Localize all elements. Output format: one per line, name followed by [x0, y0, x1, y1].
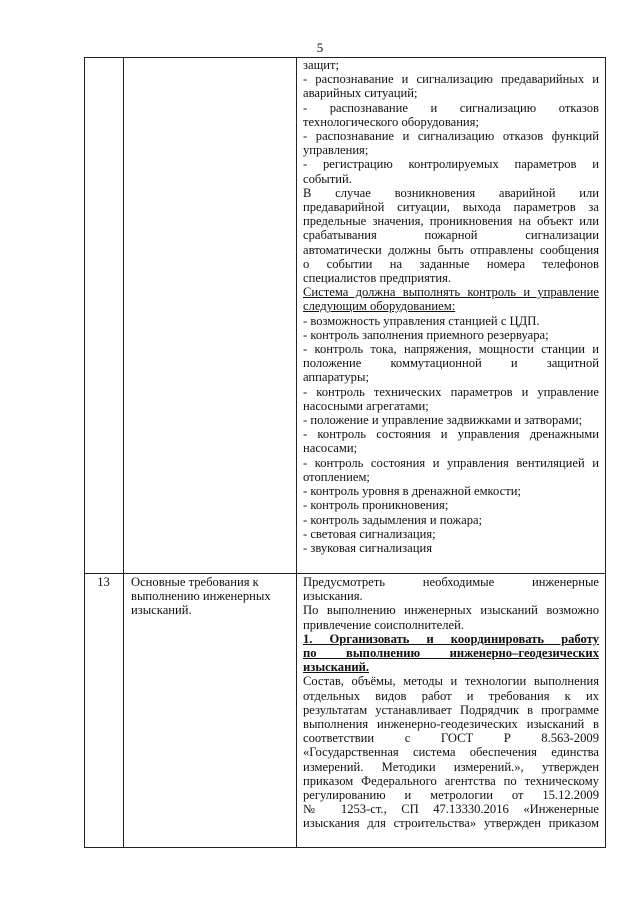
row-13-text-line: отдельных видов работ и требования к их [303, 688, 599, 703]
row-13-title-line: изысканий. [131, 603, 192, 618]
row-13-text-line: Предусмотреть необходимые инженерные [303, 575, 599, 589]
row-prev-text-line: - контроль тока, напряжения, мощности станции и [303, 342, 599, 357]
row-prev-text-line: предельные значения, проникновения на объект или [303, 214, 599, 229]
row-prev-text-line: - контроль состояния и управления дренажными [303, 427, 599, 442]
row-13-text-line: 1. Организовать и координировать работу [303, 631, 599, 646]
table-border-bottom [84, 847, 606, 848]
row-prev-text-line: насосами; [303, 441, 358, 456]
row-prev-text-line: - контроль состояния и управления вентиляцией и [303, 455, 599, 470]
row-13-text-line: привлечение соисполнителей. [303, 617, 464, 632]
row-13-text-line: по выполнению инженерно–геодезических [303, 646, 599, 661]
row-prev-text-line: аппаратуры; [303, 370, 369, 385]
row-13-title-line: выполнению инженерных [131, 589, 271, 604]
row-13-text-line: № 1253-ст., СП 47.13330.2016 «Инженерные [303, 802, 599, 817]
table-border-right [605, 57, 606, 848]
row-prev-text-line: специалистов предприятия. [303, 271, 452, 286]
row-prev-text-line: - положение и управление задвижками и затворами; [303, 413, 583, 428]
row-prev-text-line: управления; [303, 143, 369, 158]
row-prev-text-line: срабатывания пожарной сигнализации [303, 228, 599, 243]
row-prev-text-line: автоматически должны быть отправлены сообщения [303, 242, 599, 257]
row-prev-text-line: Система должна выполнять контроль и управление [303, 285, 599, 300]
row-prev-text-line: - распознавание и сигнализацию отказов [303, 100, 599, 115]
row-prev-text-line: предаварийной ситуации, выхода параметров за [303, 200, 599, 215]
row-13-title [131, 575, 293, 618]
row-prev-text-line: защит; [303, 58, 340, 72]
row-13-title-line: Основные требования к [131, 575, 259, 589]
row-prev-text-line: - распознавание и сигнализацию отказов функций [303, 129, 599, 144]
table-border-col2 [296, 57, 297, 848]
row-prev-text-line: - контроль уровня в дренажной емкости; [303, 484, 521, 499]
row-prev-text-line: - контроль задымления и пожара; [303, 512, 483, 527]
row-13-text-line: измерений. Методики измерений.», утвержден [303, 759, 599, 774]
table-border-left [84, 57, 85, 848]
row-13-text-line: регулированию и метрологии от 15.12.2009 [303, 788, 599, 803]
row-prev-text-line: технологического оборудования; [303, 114, 479, 129]
row-13-text-line: изысканий. [303, 660, 370, 675]
row-prev-text-line: - регистрацию контролируемых параметров и [303, 157, 599, 172]
row-13-text-line: По выполнению инженерных изысканий возможно [303, 603, 599, 618]
row-prev-text-line: событий. [303, 171, 352, 186]
row-divider [84, 573, 606, 574]
row-prev-text-line: следующим оборудованием: [303, 299, 456, 314]
row-prev-text-line: - возможность управления станцией с ЦДП. [303, 313, 540, 328]
row-13-text-line: приказом Федерального агентства по техническому [303, 773, 599, 788]
row-13-text-line: выполнения инженерно-геодезических изысканий в [303, 717, 599, 732]
row-prev-text-line: о событии на заданные номера телефонов [303, 256, 599, 271]
row-13-text-line: «Государственная система обеспечения единства [303, 745, 599, 760]
row-prev-text-line: - контроль заполнения приемного резервуара; [303, 327, 549, 342]
row-prev-text-line: - контроль проникновения; [303, 498, 449, 513]
row-13-text-line: изыскания для строительства» утвержден приказом [303, 816, 599, 831]
table-border-col1 [123, 57, 124, 848]
row-13-requirements-text [303, 575, 599, 831]
row-prev-text-line: положение коммутационной и защитной [303, 356, 599, 371]
row-prev-text-line: В случае возникновения аварийной или [303, 185, 599, 200]
row-13-text-line: изыскания. [303, 589, 363, 604]
row-13-text-line: результатам устанавливает Подрядчик в программе [303, 702, 599, 717]
row-13-text-line: Состав, объёмы, методы и технологии выполнения [303, 674, 599, 689]
row-prev-text-line: - звуковая сигнализация [303, 540, 433, 555]
row-prev-text-line: - световая сигнализация; [303, 526, 436, 541]
row-13-number: 13 [97, 575, 110, 589]
requirements-table [84, 57, 606, 848]
row-prev-text-line: насосными агрегатами; [303, 398, 429, 413]
row-prev-text-line: отоплением; [303, 469, 370, 484]
page-number: 5 [316, 40, 324, 55]
row-prev-text-line: аварийных ситуаций; [303, 86, 418, 101]
row-prev-text-line: - контроль технических параметров и управление [303, 384, 599, 399]
row-prev-requirements-text [303, 58, 599, 555]
row-prev-text-line: - распознавание и сигнализацию предаварийных и [303, 72, 599, 87]
row-13-text-line: соответствии с ГОСТ Р 8.563-2009 [303, 731, 599, 746]
